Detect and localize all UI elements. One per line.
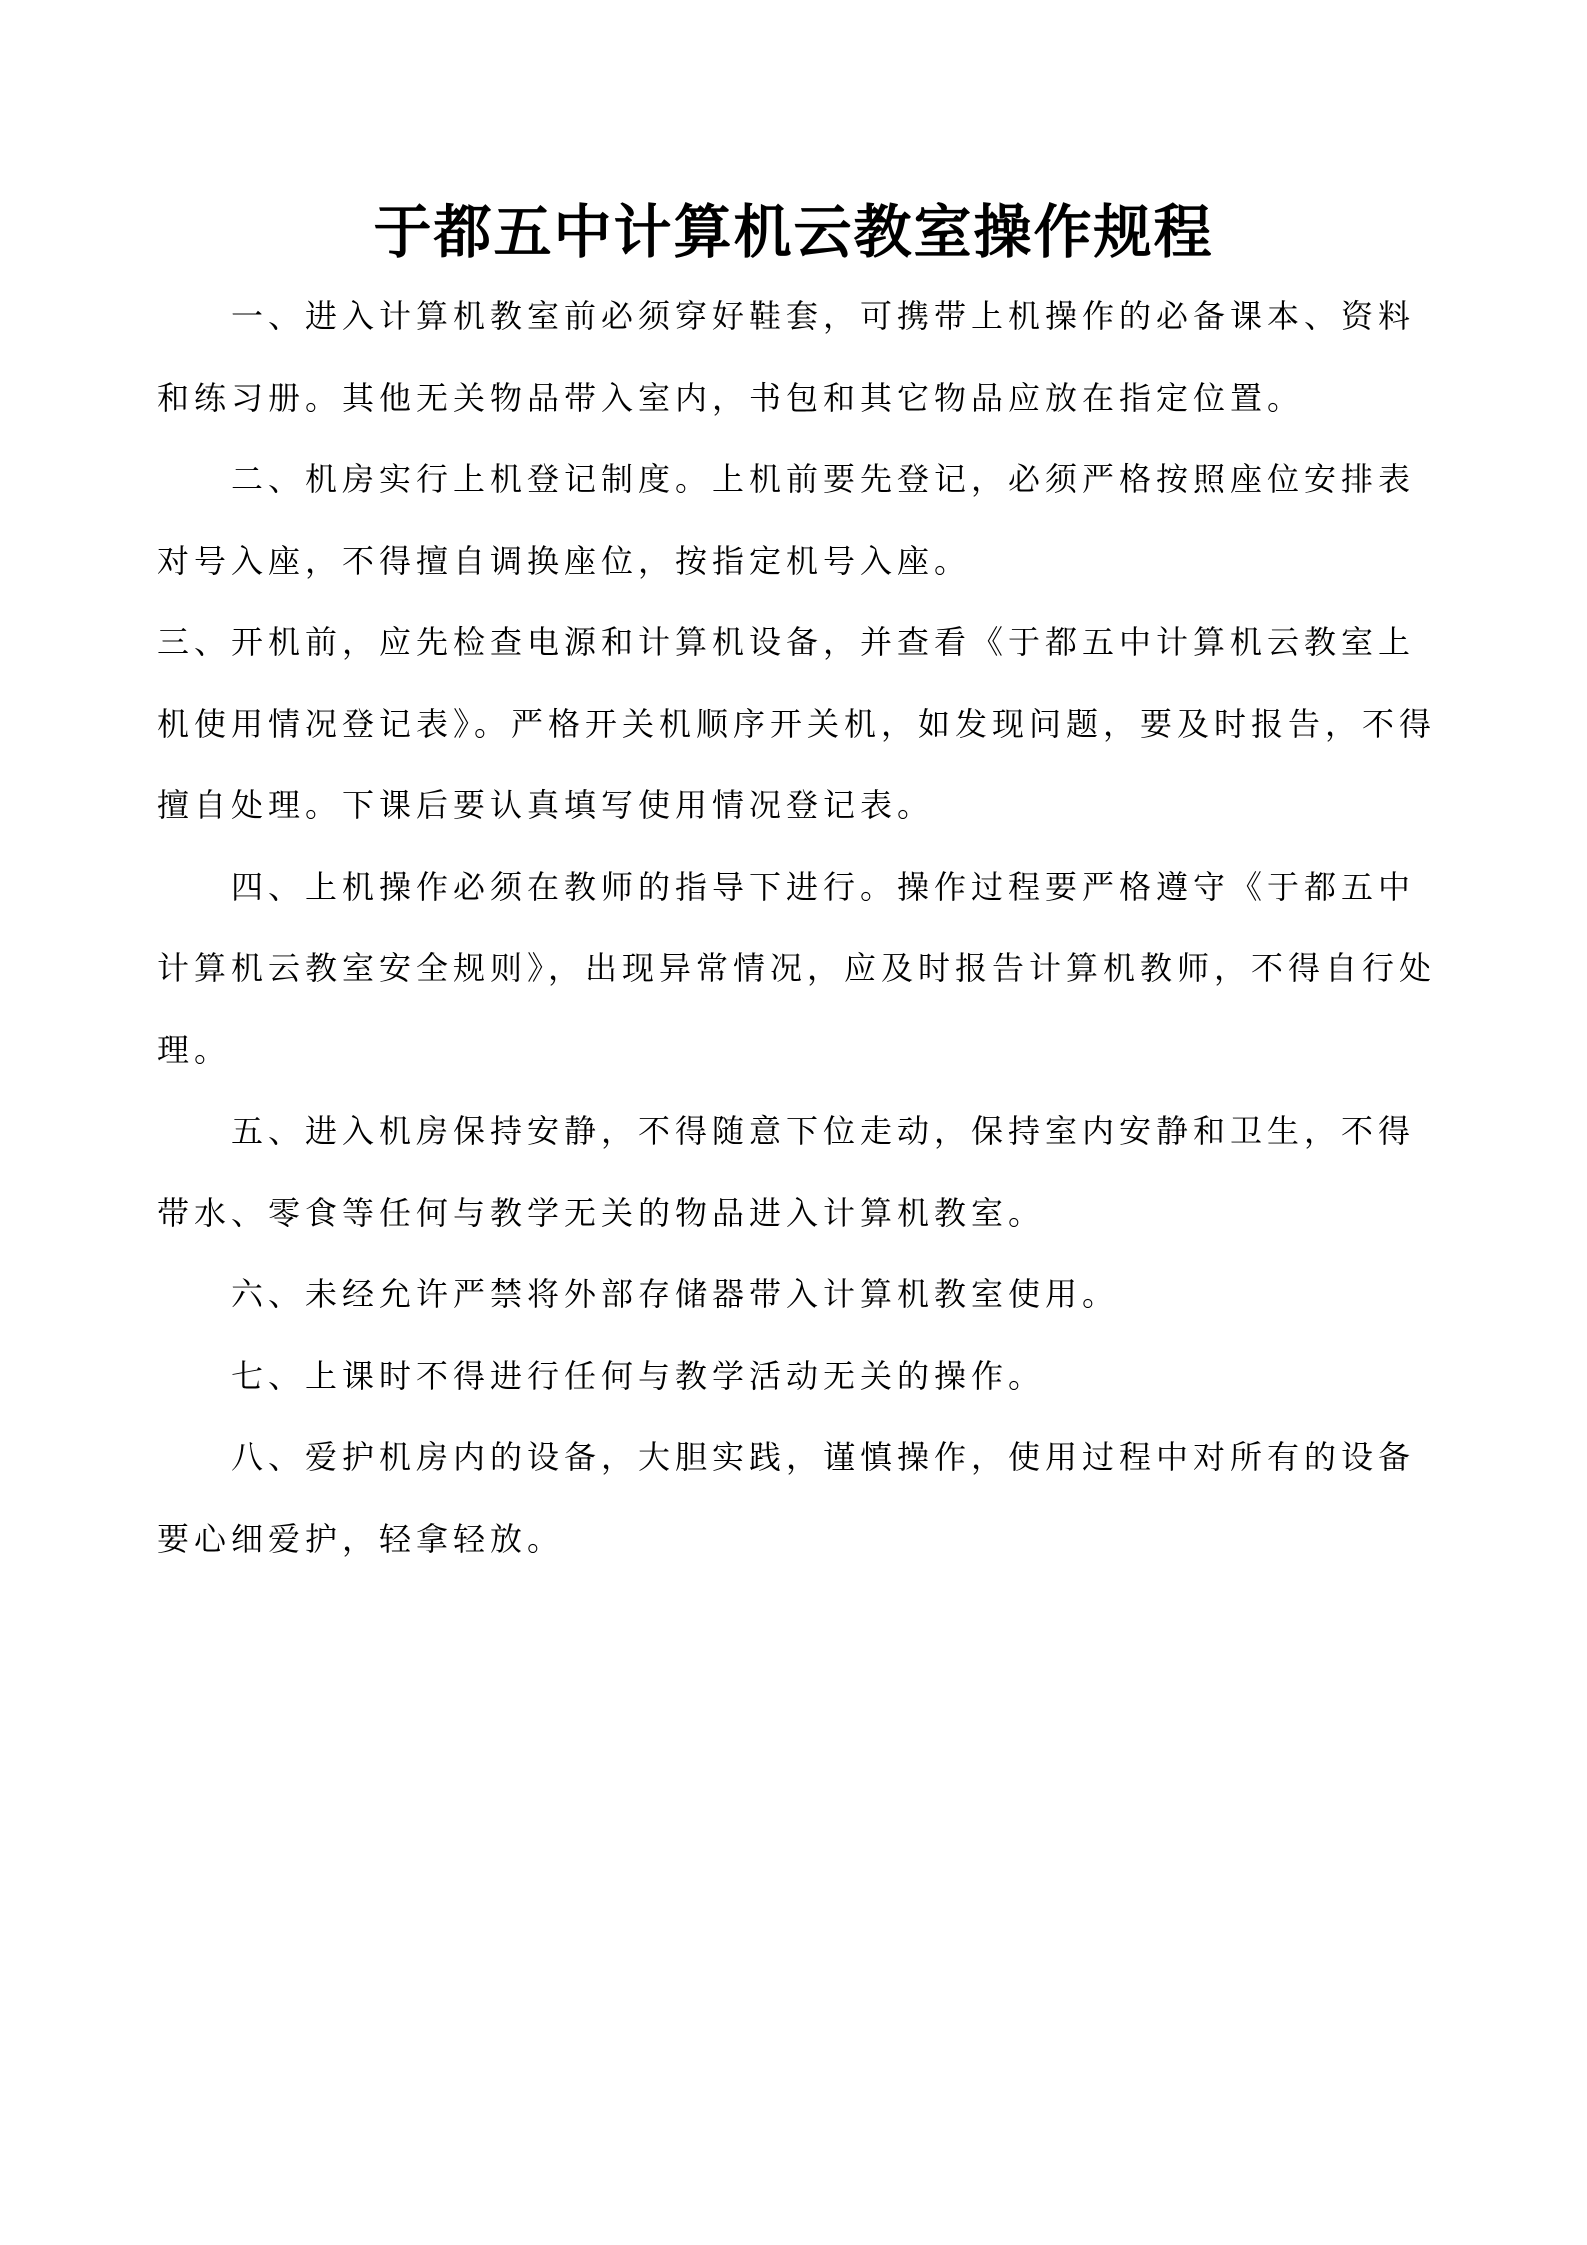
paragraph-2 bbox=[157, 453, 1447, 616]
paragraph-4 bbox=[157, 861, 1447, 1106]
paragraph-line: 五、进入机房保持安静，不得随意下位走动，保持室内安静和卫生，不得 bbox=[231, 1112, 1416, 1150]
paragraph-line: 要心细爱护，轻拿轻放。 bbox=[157, 1519, 565, 1558]
paragraph-line: 机使用情况登记表》。严格开关机顺序开关机，如发现问题，要及时报告，不得 bbox=[157, 704, 1437, 743]
paragraph-7 bbox=[157, 1350, 1447, 1432]
paragraph-line: 四、上机操作必须在教师的指导下进行。操作过程要严格遵守《于都五中 bbox=[231, 867, 1416, 906]
document-body bbox=[157, 290, 1447, 1594]
paragraph-line: 一、进入计算机教室前必须穿好鞋套，可携带上机操作的必备课本、资料 bbox=[231, 297, 1416, 335]
paragraph-line: 二、机房实行上机登记制度。上机前要先登记，必须严格按照座位安排表 bbox=[231, 460, 1416, 498]
paragraph-line: 理。 bbox=[157, 1030, 232, 1069]
paragraph-line: 擅自处理。下课后要认真填写使用情况登记表。 bbox=[157, 786, 935, 824]
paragraph-1 bbox=[157, 290, 1447, 453]
document-title: 于都五中计算机云教室操作规程 bbox=[373, 198, 1214, 266]
paragraph-3 bbox=[157, 616, 1447, 861]
paragraph-6 bbox=[157, 1268, 1447, 1350]
paragraph-line: 和练习册。其他无关物品带入室内，书包和其它物品应放在指定位置。 bbox=[157, 378, 1305, 417]
paragraph-line: 八、爱护机房内的设备，大胆实践，谨慎操作，使用过程中对所有的设备 bbox=[231, 1438, 1416, 1476]
paragraph-line: 六、未经允许严禁将外部存储器带入计算机教室使用。 bbox=[231, 1275, 1120, 1313]
paragraph-line: 三、开机前，应先检查电源和计算机设备，并查看《于都五中计算机云教室上 bbox=[157, 623, 1416, 661]
paragraph-line: 计算机云教室安全规则》，出现异常情况，应及时报告计算机教师，不得自行处 bbox=[157, 949, 1437, 987]
paragraph-line: 七、上课时不得进行任何与教学活动无关的操作。 bbox=[231, 1356, 1046, 1395]
paragraph-5 bbox=[157, 1105, 1447, 1268]
paragraph-line: 对号入座，不得擅自调换座位，按指定机号入座。 bbox=[157, 541, 972, 580]
paragraph-line: 带水、零食等任何与教学无关的物品进入计算机教室。 bbox=[157, 1193, 1046, 1232]
paragraph-8 bbox=[157, 1431, 1447, 1594]
